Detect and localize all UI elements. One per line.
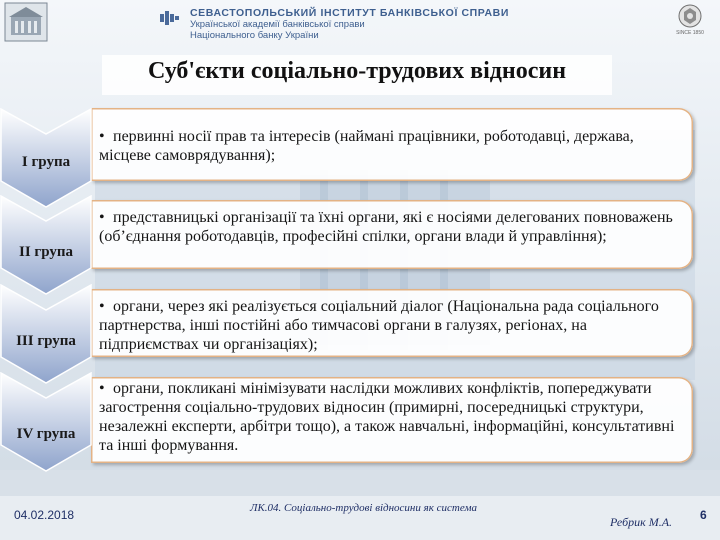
group-description: [99, 379, 689, 455]
chevron-shape-icon: [0, 372, 92, 472]
bullet-icon: •: [99, 128, 105, 145]
page-number: 6: [700, 508, 707, 522]
footer-date: 04.02.2018: [14, 508, 75, 522]
header-bar: [0, 0, 720, 45]
institute-name-line2: Української академії банківської справи: [190, 19, 365, 30]
institute-logo-icon: [4, 2, 48, 42]
group-description-text: органи, покликані мінімізувати наслідки можливих конфліктів, попереджувати загострення соціально-трудових відносин (примирні, посередницькі структури, незалежні експерти, арбітри тощо), а також навчальні, інформаційні, консультативні та інші формування.: [99, 380, 675, 454]
institute-name-line1: СЕВАСТОПОЛЬСЬКИЙ ІНСТИТУТ БАНКІВСЬКОЇ СПРАВИ: [190, 7, 509, 19]
group-chevron: [0, 372, 92, 472]
group-description: [99, 297, 689, 354]
institute-name-line3: Національного банку України: [190, 30, 319, 41]
group-label: III група: [16, 333, 76, 349]
bank-emblem-caption: SINCE 1850: [676, 30, 704, 36]
institute-mark-icon: [160, 11, 180, 25]
group-label: IV група: [16, 426, 76, 442]
bullet-icon: •: [99, 380, 105, 397]
group-label: I група: [21, 154, 71, 170]
bullet-icon: •: [99, 209, 105, 226]
slide-title: Суб'єкти соціально-трудових відносин: [147, 58, 567, 84]
bullet-icon: •: [99, 298, 105, 315]
group-label: II група: [18, 244, 74, 260]
group-description-text: первинні носії прав та інтересів (наймані працівники, роботодавці, держава, місцеве самоврядування);: [99, 128, 634, 164]
group-description-text: органи, через які реалізується соціальний діалог (Національна рада соціального партнерства, інші постійні або тимчасові органи в галузях, регіонах, на підприємствах чи організаціях);: [99, 298, 659, 353]
footer-lecture-title: ЛК.04. Соціально-трудові відносини як система: [250, 502, 477, 514]
group-description: [99, 127, 689, 165]
institute-name: [190, 8, 509, 41]
group-description-text: представницькі організації та їхні органи, які є носіями делегованих повноважень (об’єднання роботодавців, професійні спілки, органи влади й управління);: [99, 209, 673, 245]
footer-author: Ребрик М.А.: [610, 515, 673, 529]
group-description: [99, 208, 689, 246]
bank-emblem-icon: [666, 2, 714, 42]
